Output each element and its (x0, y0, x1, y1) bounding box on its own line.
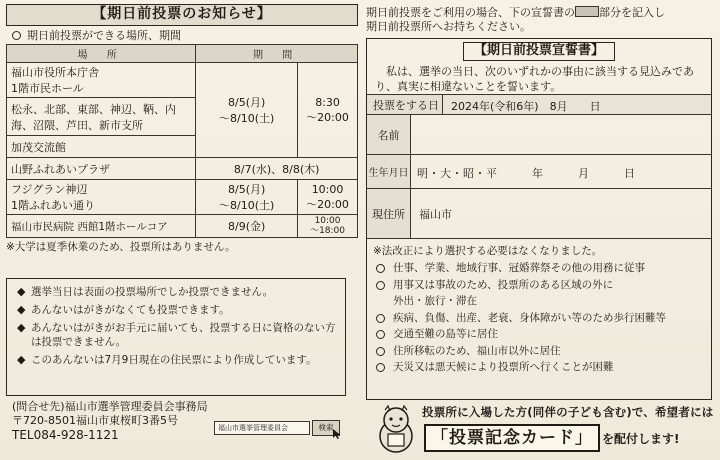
reason-option[interactable] (373, 277, 705, 294)
notice-text: このあんないは7月9日現在の住民票により作成しています。 (31, 354, 317, 366)
radio-circle-icon (376, 363, 385, 372)
radio-circle-icon (376, 330, 385, 339)
notice-item (15, 321, 337, 349)
reasons-note: ※法改正により選択する必要はなくなりました。 (373, 245, 603, 257)
reason-option[interactable] (373, 310, 705, 327)
reason-label: 外出・旅行・滞在 (393, 295, 477, 307)
radio-circle-icon (376, 264, 385, 273)
diamond-icon: ◆ (17, 353, 26, 366)
intro-part: 期日前投票をご利用の場合、下の宣誓書の (366, 6, 575, 19)
table-row (7, 180, 358, 215)
cursor-icon (332, 428, 342, 440)
notice-item (15, 285, 337, 299)
circle-icon (12, 31, 21, 40)
reasons-area (367, 238, 711, 380)
table-row (7, 215, 358, 238)
places-subtitle (6, 28, 358, 43)
declaration-form (366, 38, 712, 400)
card-name: 「投票記念カード」 (424, 424, 600, 452)
address-label: 現住所 (367, 189, 411, 238)
birth-row (367, 154, 711, 188)
hours-cell: 10:00 ～20:00 (298, 180, 358, 215)
reason-option[interactable] (373, 359, 705, 376)
left-column (6, 4, 358, 254)
right-intro (366, 6, 714, 34)
intro-text (366, 6, 714, 34)
contact-info (12, 400, 208, 442)
reason-label: 用事又は事故のため、投票所のある区域の外に (393, 278, 614, 291)
notice-box (6, 278, 346, 396)
table-header-row (7, 45, 358, 63)
radio-circle-icon (376, 281, 385, 290)
reason-option[interactable] (373, 326, 705, 343)
table-row (7, 63, 358, 98)
period-cell: 8/5(月) ～8/10(土) (196, 63, 298, 158)
period-cell: 8/9(金) (196, 215, 298, 238)
search-input[interactable]: 福山市選挙管理委員会 (214, 421, 310, 435)
voting-date-field[interactable]: 2024年(令和6年) 8月 日 (451, 100, 601, 113)
search-button[interactable]: 検索 (312, 420, 340, 436)
address-field[interactable]: 福山市 (419, 208, 452, 221)
contact-label: (問合せ先)福山市選挙管理委員会事務局 (12, 400, 208, 413)
intro-part: 部分を記入し (599, 6, 665, 19)
birth-label: 生年月日 (367, 155, 411, 188)
birth-field[interactable]: 明・大・昭・平 年 月 日 (417, 167, 636, 180)
reason-label: 仕事、学業、地域行事、冠婚葬祭その他の用務に従事 (393, 262, 645, 274)
notice-text: あんないはがきがお手元に届いても、投票する日に資格のない方は投票できません。 (31, 322, 336, 348)
diamond-icon: ◆ (17, 303, 26, 316)
reason-label: 住所移転のため、福山市以外に居住 (393, 344, 561, 357)
place-cell: フジグラン神辺 1階ふれあい通り (7, 180, 196, 215)
voting-places-table (6, 44, 358, 238)
reason-option[interactable] (373, 343, 705, 360)
notice-text: 選挙当日は表面の投票場所でしか投票できません。 (31, 286, 274, 298)
radio-circle-icon (376, 314, 385, 323)
banner-line2-suffix: を配付します! (602, 432, 680, 446)
notice-item (15, 353, 337, 367)
place-cell: 福山市民病院 西館1階ホールコア (7, 215, 196, 238)
banner-line2 (422, 424, 679, 452)
declaration-title: 【期日前投票宣誓書】 (463, 42, 615, 61)
name-label: 名前 (367, 115, 411, 154)
radio-circle-icon (376, 347, 385, 356)
banner-line1: 投票所に入場した方(同伴の子ども含む)で、希望者には (422, 405, 714, 419)
reason-label: 疾病、負傷、出産、老衰、身体障がい等のため歩行困難等 (393, 311, 666, 324)
voting-date-row (367, 94, 711, 114)
address-row (367, 188, 711, 238)
reason-sub-text (373, 293, 705, 310)
contact-tel: TEL084-928-1121 (12, 428, 119, 442)
university-note: ※大学は夏季休業のため、投票所はありません。 (6, 241, 236, 253)
header-place: 場 所 (7, 45, 196, 63)
notice-text: あんないはがきがなくても投票できます。 (31, 304, 230, 316)
contact-address: 〒720-8501福山市東桜町3番5号 (12, 414, 178, 427)
diamond-icon: ◆ (17, 285, 26, 298)
header-period: 期 間 (196, 45, 358, 63)
diamond-icon: ◆ (17, 321, 26, 334)
early-voting-notice-title: 【期日前投票のお知らせ】 (6, 4, 358, 26)
hours-cell: 10:00 ～18:00 (298, 215, 358, 238)
table-row (7, 158, 358, 180)
place-cell: 松永、北部、東部、神辺、鞆、内海、沼隈、芦田、新市支所 (7, 98, 196, 136)
hours-cell: 8:30 ～20:00 (298, 63, 358, 158)
place-cell: 福山市役所本庁舎 1階市民ホール (7, 63, 196, 98)
reason-label: 交通至難の島等に居住 (393, 328, 498, 340)
period-cell: 8/7(水)、8/8(木) (196, 158, 358, 180)
place-cell: 加茂交流館 (7, 136, 196, 158)
period-cell: 8/5(月) ～8/10(土) (196, 180, 298, 215)
place-cell: 山野ふれあいプラザ (7, 158, 196, 180)
reason-option[interactable] (373, 260, 705, 277)
declaration-text: 私は、選挙の当日、次のいずれかの事由に該当する見込みであり、真実に相違ないことを誓います。 (375, 65, 694, 93)
mascot-icon (374, 404, 418, 454)
voting-date-label: 投票をする日 (367, 95, 443, 114)
places-subtitle-text: 期日前投票ができる場所、期間 (27, 29, 181, 42)
intro-part: 期日前投票所へお持ちください。 (366, 20, 531, 33)
commemorative-card-banner (372, 402, 714, 454)
notice-item (15, 303, 337, 317)
reason-label: 天災又は悪天候により投票所へ行くことが困難 (393, 361, 614, 373)
name-row (367, 114, 711, 154)
blank-field-sample (575, 6, 599, 17)
